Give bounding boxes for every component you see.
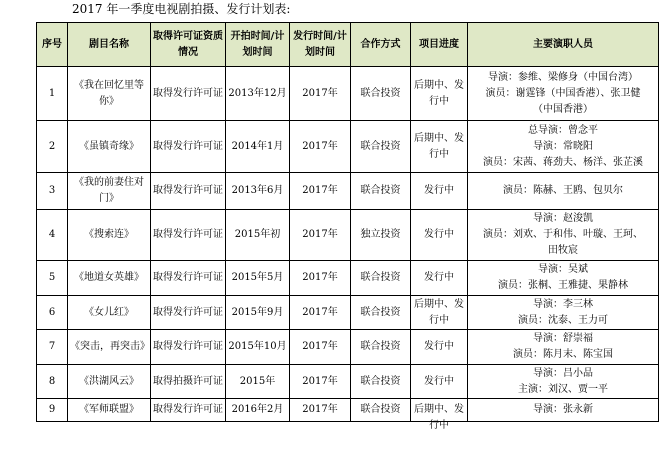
cell-no: 9 bbox=[37, 399, 68, 422]
table-row bbox=[37, 173, 659, 210]
cell-title: 《搜索连》 bbox=[68, 210, 151, 261]
cell-no: 5 bbox=[37, 261, 68, 296]
cell-release: 2017年 bbox=[290, 173, 351, 210]
cast-line: 演员：陈赫、王鸥、包贝尔 bbox=[503, 185, 623, 196]
cell-cast bbox=[468, 261, 659, 296]
cell-no: 7 bbox=[37, 330, 68, 365]
cell-title: 《我的前妻住对门》 bbox=[68, 173, 151, 210]
cell-start: 2016年2月 bbox=[226, 399, 290, 422]
cell-start: 2013年12月 bbox=[226, 67, 290, 121]
cell-license bbox=[151, 399, 226, 422]
cell-no: 3 bbox=[37, 173, 68, 210]
cell-license: 取得发行许可证 bbox=[151, 261, 226, 296]
table-row bbox=[37, 210, 659, 261]
header-license: 取得许可证资质情况 bbox=[151, 23, 226, 67]
cell-coop: 联合投资 bbox=[351, 121, 411, 173]
cell-coop: 联合投资 bbox=[351, 399, 411, 422]
cell-coop: 联合投资 bbox=[351, 261, 411, 296]
cell-no: 8 bbox=[37, 365, 68, 399]
cell-progress bbox=[411, 399, 468, 431]
cast-line: 演员：宋茜、蒋劲夫、杨洋、张芷溪 bbox=[483, 156, 643, 168]
table-row bbox=[37, 365, 659, 399]
cell-coop: 联合投资 bbox=[351, 330, 411, 365]
cell-cast bbox=[468, 330, 659, 365]
cell-no: 2 bbox=[37, 121, 68, 173]
cell-release: 2017年 bbox=[290, 365, 351, 399]
cell-start: 2015年9月 bbox=[226, 296, 290, 330]
header-no: 序号 bbox=[37, 23, 68, 67]
cell-title: 《突击，再突击》 bbox=[68, 330, 151, 365]
header-start: 开拍时间/计划时间 bbox=[226, 23, 290, 67]
cell-progress-text: 后期中、发行中 bbox=[414, 404, 464, 431]
cell-progress: 发行中 bbox=[411, 173, 468, 210]
cell-progress: 后期中、发行中 bbox=[411, 67, 468, 121]
cell-progress: 发行中 bbox=[411, 365, 468, 399]
cell-license-text: 取得发行许可证 bbox=[153, 404, 223, 415]
cell-coop: 联合投资 bbox=[351, 296, 411, 330]
cell-progress: 后期中、发行中 bbox=[411, 121, 468, 173]
header-progress: 项目进度 bbox=[411, 23, 468, 67]
cast-line: （中国香港） bbox=[533, 103, 593, 115]
cell-start: 2015年5月 bbox=[226, 261, 290, 296]
cell-title: 《我在回忆里等你》 bbox=[68, 67, 151, 121]
cell-release: 2017年 bbox=[290, 296, 351, 330]
table-row bbox=[37, 296, 659, 330]
cell-cast bbox=[468, 210, 659, 261]
cell-license: 取得发行许可证 bbox=[151, 210, 226, 261]
cast-line: 演员：张桐、王雅捷、果静林 bbox=[498, 280, 628, 291]
cell-progress: 后期中、发行中 bbox=[411, 296, 468, 330]
tv-drama-plan-table bbox=[36, 22, 659, 431]
table-caption: 2017 年一季度电视剧拍摄、发行计划表: bbox=[72, 2, 291, 16]
cell-coop: 联合投资 bbox=[351, 173, 411, 210]
cell-title: 《洪湖风云》 bbox=[68, 365, 151, 399]
cast-line: 主演：刘汉、贾一平 bbox=[518, 383, 608, 395]
cast-line: 导演：参维、梁修身（中国台湾） bbox=[488, 71, 638, 83]
cast-line: 导演：舒崇福 bbox=[533, 333, 593, 344]
cast-line: 演员：刘欢、于和伟、叶璇、王珂、 bbox=[483, 229, 643, 240]
cell-start: 2015年 bbox=[226, 365, 290, 399]
cast-line: 导演：李三林 bbox=[533, 298, 593, 310]
cell-coop: 独立投资 bbox=[351, 210, 411, 261]
cell-no: 1 bbox=[37, 67, 68, 121]
cell-title: 《地道女英雄》 bbox=[68, 261, 151, 296]
cast-line: 导演：张永新 bbox=[533, 404, 593, 415]
header-coop: 合作方式 bbox=[351, 23, 411, 67]
cell-start: 2015年初 bbox=[226, 210, 290, 261]
header-title: 剧目名称 bbox=[68, 23, 151, 67]
cast-line: 演员：谢霆锋（中国香港）、张卫健 bbox=[485, 87, 641, 99]
cast-line: 田牧宸 bbox=[548, 245, 578, 256]
cell-cast bbox=[468, 121, 659, 173]
cell-title: 《女儿红》 bbox=[68, 296, 151, 330]
header-cast: 主要演职人员 bbox=[468, 23, 659, 67]
cell-start: 2013年6月 bbox=[226, 173, 290, 210]
cell-cast bbox=[468, 67, 659, 121]
cell-cast bbox=[468, 399, 659, 422]
cell-title: 《虽镇奇缘》 bbox=[68, 121, 151, 173]
cell-progress: 发行中 bbox=[411, 330, 468, 365]
cell-release: 2017年 bbox=[290, 399, 351, 422]
table-row bbox=[37, 399, 659, 422]
cell-start: 2015年10月 bbox=[226, 330, 290, 365]
cell-no: 4 bbox=[37, 210, 68, 261]
cast-line: 总导演：曾念平 bbox=[528, 124, 598, 136]
cell-license: 取得发行许可证 bbox=[151, 67, 226, 121]
header-row bbox=[37, 23, 659, 67]
cast-line: 演员：陈月末、陈宝国 bbox=[513, 349, 613, 360]
cell-license: 取得拍摄许可证 bbox=[151, 365, 226, 399]
cell-release: 2017年 bbox=[290, 67, 351, 121]
table-row bbox=[37, 330, 659, 365]
cell-cast bbox=[468, 296, 659, 330]
table-row bbox=[37, 67, 659, 121]
cell-start: 2014年1月 bbox=[226, 121, 290, 173]
cell-release: 2017年 bbox=[290, 121, 351, 173]
cast-line: 导演：吴斌 bbox=[538, 264, 588, 275]
cell-coop: 联合投资 bbox=[351, 365, 411, 399]
cast-line: 导演：常晓阳 bbox=[533, 140, 593, 152]
cell-license: 取得发行许可证 bbox=[151, 121, 226, 173]
cast-line: 演员：沈泰、王力可 bbox=[518, 314, 608, 326]
cell-no: 6 bbox=[37, 296, 68, 330]
cell-cast bbox=[468, 365, 659, 399]
cell-release: 2017年 bbox=[290, 210, 351, 261]
cell-cast bbox=[468, 173, 659, 210]
cast-line: 导演：吕小品 bbox=[533, 367, 593, 379]
cell-license: 取得发行许可证 bbox=[151, 173, 226, 210]
cell-title: 《军师联盟》 bbox=[68, 399, 151, 422]
header-release: 发行时间/计划时间 bbox=[290, 23, 351, 67]
cell-release: 2017年 bbox=[290, 330, 351, 365]
table-row bbox=[37, 121, 659, 173]
cell-release: 2017年 bbox=[290, 261, 351, 296]
cell-progress: 发行中 bbox=[411, 261, 468, 296]
cast-line: 导演：赵浚凯 bbox=[533, 213, 593, 224]
cell-coop: 联合投资 bbox=[351, 67, 411, 121]
cell-license: 取得发行许可证 bbox=[151, 296, 226, 330]
cell-license: 取得发行许可证 bbox=[151, 330, 226, 365]
cell-progress: 发行中 bbox=[411, 210, 468, 261]
table-row bbox=[37, 261, 659, 296]
